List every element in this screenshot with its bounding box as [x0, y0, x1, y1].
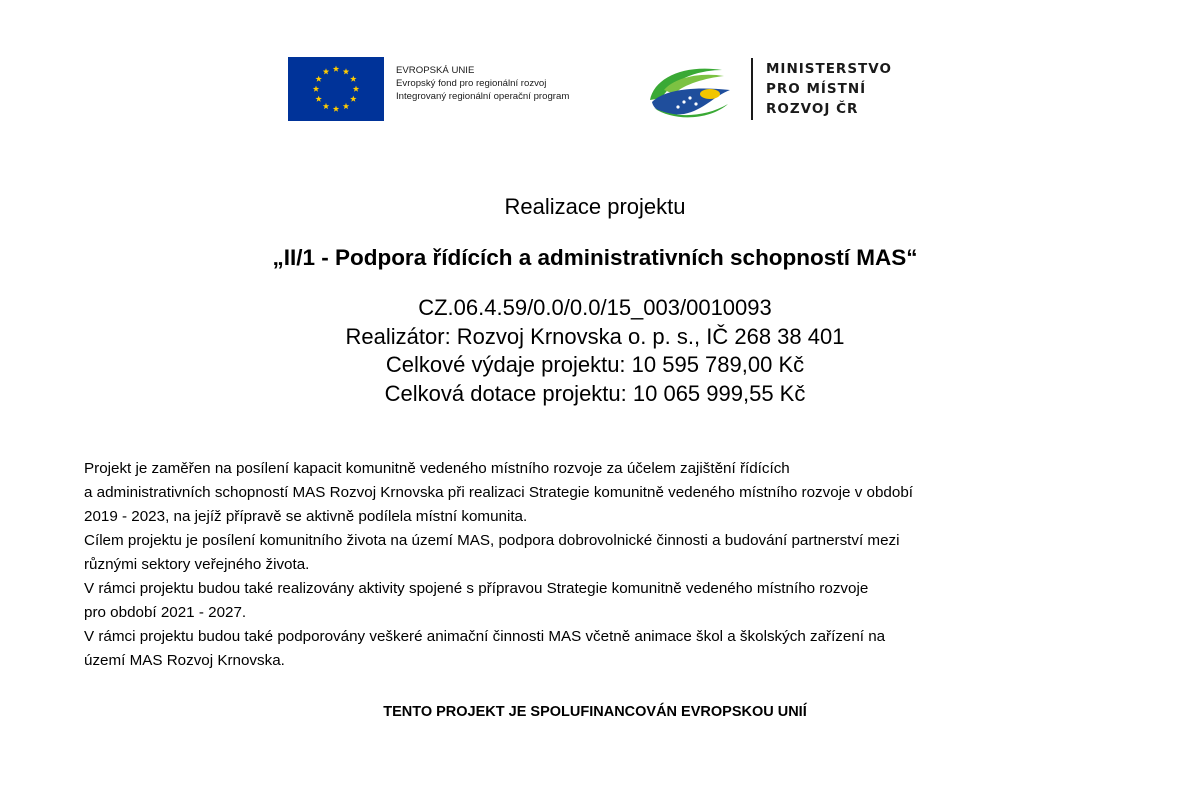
- page-heading: Realizace projektu: [504, 194, 686, 219]
- description-line: Projekt je zaměřen na posílení kapacit komunitně vedeného místního rozvoje za účelem zajištění řídících: [84, 460, 790, 477]
- mmr-logo-text: [766, 59, 936, 119]
- mmr-logo-divider: [751, 58, 753, 120]
- mmr-emblem-icon: [644, 60, 740, 120]
- description-line: V rámci projektu budou také podporovány veškeré animační činnosti MAS včetně animace škol a školských zařízení na: [84, 628, 886, 645]
- logo-bar: [288, 54, 928, 124]
- eu-flag-icon: [288, 57, 384, 121]
- registration-number: CZ.06.4.59/0.0/0.0/15_003/0010093: [418, 295, 772, 320]
- total-expenses: Celkové výdaje projektu: 10 595 789,00 Kč: [385, 352, 805, 377]
- project-info: [0, 294, 1190, 408]
- total-subsidy: Celková dotace projektu: 10 065 999,55 Kč: [384, 380, 806, 406]
- description-line: pro období 2021 - 2027.: [84, 604, 247, 621]
- implementer: Realizátor: Rozvoj Krnovska o. p. s., IČ 268 38 401: [345, 323, 845, 349]
- eu-logo-text: [396, 64, 636, 103]
- cofinancing-note: TENTO PROJEKT JE SPOLUFINANCOVÁN EVROPSKOU UNIÍ: [383, 704, 807, 720]
- description-line: a administrativních schopností MAS Rozvoj Krnovska při realizaci Strategie komunitně vedeného místního rozvoje v období: [84, 484, 913, 501]
- description-line: různými sektory veřejného života.: [84, 556, 310, 573]
- eu-logo-line-3: Integrovaný regionální operační program: [396, 91, 570, 102]
- description-line: V rámci projektu budou také realizovány aktivity spojené s přípravou Strategie komunitně vedeného místního rozvoje: [84, 580, 869, 597]
- mmr-logo-line-1: MINISTERSTVO: [766, 61, 892, 77]
- mmr-logo-line-3: ROZVOJ ČR: [766, 101, 859, 117]
- eu-logo-line-2: Evropský fond pro regionální rozvoj: [396, 78, 547, 89]
- description-line: Cílem projektu je posílení komunitního života na území MAS, podpora dobrovolnické činnosti a budování partnerství mezi: [84, 532, 900, 549]
- description-line: 2019 - 2023, na jejíž přípravě se aktivně podílela místní komunita.: [84, 508, 528, 525]
- mmr-logo-line-2: PRO MÍSTNÍ: [766, 81, 867, 97]
- project-title: „II/1 - Podpora řídících a administrativních schopností MAS“: [272, 245, 918, 270]
- description-line: území MAS Rozvoj Krnovska.: [84, 652, 285, 669]
- eu-logo-line-1: EVROPSKÁ UNIE: [396, 65, 475, 76]
- project-description: [84, 457, 1114, 673]
